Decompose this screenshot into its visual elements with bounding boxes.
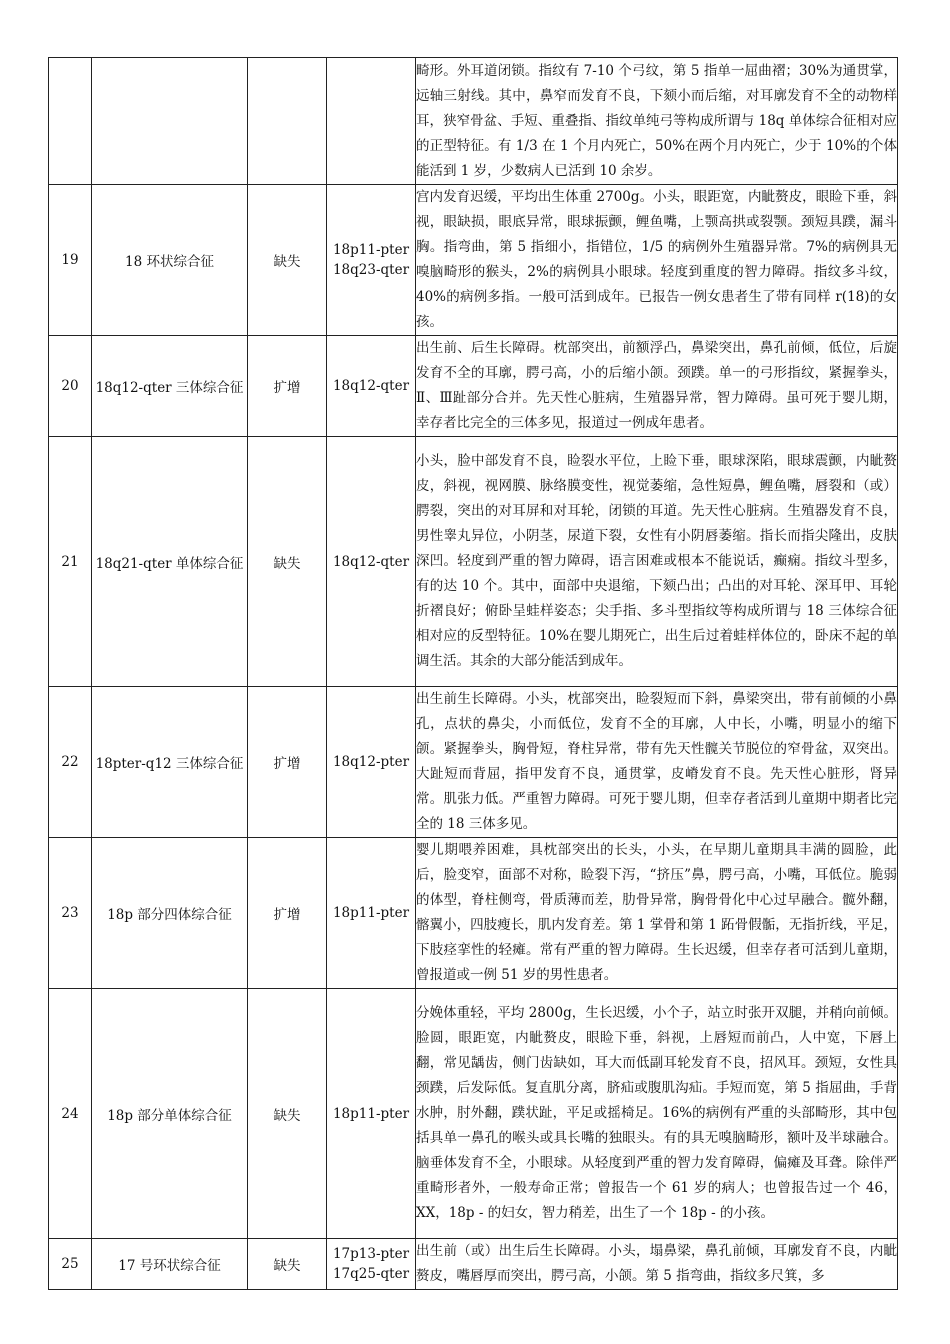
- band-line: 18q12-qter: [332, 378, 410, 394]
- table-row: [49, 1239, 898, 1290]
- table-row: [49, 687, 898, 838]
- clinical-description: 畸形。外耳道闭锁。指纹有 7-10 个弓纹，第 5 指单一屈曲褶；30%为通贯掌，远轴三射线。其中，鼻窄而发育不良，下颏小而后缩，对耳廓发育不全的动物样耳，狭窄骨盆、手短、重叠指、指纹单纯弓等构成所谓与 18q 单体综合征相对应的正型特征。有 1/3 在 1 个月内死亡，50%在两个月内死亡，少于 10%的个体能活到 1 岁，少数病人已活到 10 余岁。: [416, 58, 898, 185]
- row-number: 24: [49, 989, 92, 1239]
- syndrome-name: 18p 部分四体综合征: [92, 838, 248, 989]
- syndrome-name: 18q12-qter 三体综合征: [92, 336, 248, 437]
- clinical-description: 婴儿期喂养困难，具枕部突出的长头，小头，在早期儿童期具丰满的圆脸，此后，脸变窄，面部不对称，睑裂下泻，“挤压”鼻，腭弓高，小嘴，耳低位。脆弱的体型，脊柱侧弯，骨质薄而差，肋骨异常，胸骨骨化中心过早融合。髋外翻，髂翼小，四肢瘦长，肌内发育差。第 1 掌骨和第 1 跖骨假骺，无指折线，平足，下肢痉挛性的轻瘫。常有严重的智力障碍。生长迟缓，但幸存者可活到儿童期，曾报道或一例 51 岁的男性患者。: [416, 838, 898, 989]
- chromosome-band: [327, 185, 416, 336]
- syndrome-name: [92, 58, 248, 185]
- band-line: 18q12-pter: [332, 754, 410, 770]
- chromosome-band: [327, 58, 416, 185]
- chromosome-band: [327, 687, 416, 838]
- aberration-type: 缺失: [248, 1239, 327, 1290]
- row-number: 23: [49, 838, 92, 989]
- chromosome-band: [327, 1239, 416, 1290]
- chromosome-band: [327, 336, 416, 437]
- syndrome-name: 17 号环状综合征: [92, 1239, 248, 1290]
- aberration-type: [248, 58, 327, 185]
- aberration-type: 扩增: [248, 336, 327, 437]
- row-number: 20: [49, 336, 92, 437]
- band-line: 17q25-qter: [332, 1266, 410, 1282]
- table-row: [49, 838, 898, 989]
- chromosome-band: [327, 838, 416, 989]
- row-number: 25: [49, 1239, 92, 1290]
- clinical-description: 小头，脸中部发育不良，睑裂水平位，上睑下垂，眼球深陷，眼球震颤，内眦赘皮，斜视，视网膜、脉络膜变性，视觉萎缩，急性短鼻，鲤鱼嘴，唇裂和（或）腭裂，突出的对耳屏和对耳轮，闭锁的耳道。先天性心脏病。生殖器发育不良，男性睾丸异位，小阴茎，尿道下裂，女性有小阴唇萎缩。指长而指尖隆出，皮肤深凹。轻度到严重的智力障碍，语言困难或根本不能说话，癫痫。指纹斗型多，有的达 10 个。其中，面部中央退缩，下颏凸出；凸出的对耳轮、深耳甲、耳轮折褶良好；俯卧呈蛙样姿态；尖手指、多斗型指纹等构成所谓与 18 三体综合征相对应的反型特征。10%在婴儿期死亡，出生后过着蛙样体位的，卧床不起的单调生活。其余的大部分能活到成年。: [416, 437, 898, 687]
- band-line: 18q23-qter: [332, 262, 410, 278]
- clinical-description: 出生前、后生长障碍。枕部突出，前额浮凸，鼻梁突出，鼻孔前倾，低位，后旋发育不全的耳廓，腭弓高，小的后缩小颌。颈蹼。单一的弓形指纹，紧握拳头，Ⅱ、Ⅲ趾部分合并。先天性心脏病，生殖器异常，智力障碍。虽可死于婴儿期，幸存者比完全的三体多见，报道过一例成年患者。: [416, 336, 898, 437]
- row-number: 22: [49, 687, 92, 838]
- row-number: 21: [49, 437, 92, 687]
- row-number: 19: [49, 185, 92, 336]
- band-line: 18p11-pter: [332, 242, 410, 258]
- table-row: [49, 437, 898, 687]
- aberration-type: 扩增: [248, 838, 327, 989]
- chromosome-syndrome-table: [48, 57, 898, 1290]
- clinical-description: 出生前生长障碍。小头，枕部突出，睑裂短而下斜，鼻梁突出，带有前倾的小鼻孔，点状的鼻尖，小而低位，发育不全的耳廓，人中长，小嘴，明显小的缩下颌。紧握拳头，胸骨短，脊柱异常，带有先天性髋关节脱位的窄骨盆，双突出。大趾短而背屈，指甲发育不良，通贯掌，皮嵴发育不良。先天性心脏形，肾异常。肌张力低。严重智力障碍。可死于婴儿期，但幸存者活到儿童期中期者比完全的 18 三体多见。: [416, 687, 898, 838]
- band-line: 18p11-pter: [332, 905, 410, 921]
- syndrome-name: 18pter-q12 三体综合征: [92, 687, 248, 838]
- syndrome-name: 18q21-qter 单体综合征: [92, 437, 248, 687]
- table-row: [49, 989, 898, 1239]
- band-line: 18q12-qter: [332, 553, 410, 570]
- band-line: 18p11-pter: [332, 1105, 410, 1122]
- chromosome-band: [327, 437, 416, 687]
- aberration-type: 缺失: [248, 437, 327, 687]
- aberration-type: 缺失: [248, 989, 327, 1239]
- table-row: [49, 336, 898, 437]
- syndrome-name: 18 环状综合征: [92, 185, 248, 336]
- row-number: [49, 58, 92, 185]
- aberration-type: 缺失: [248, 185, 327, 336]
- table-row: [49, 58, 898, 185]
- table-row: [49, 185, 898, 336]
- band-line: 17p13-pter: [332, 1246, 410, 1262]
- chromosome-band: [327, 989, 416, 1239]
- syndrome-name: 18p 部分单体综合征: [92, 989, 248, 1239]
- clinical-description: 宫内发育迟缓，平均出生体重 2700g。小头，眼距宽，内眦赘皮，眼睑下垂，斜视，眼缺损，眼底异常，眼球振颤，鲤鱼嘴，上颚高拱或裂颚。颈短具蹼，漏斗胸。指弯曲，第 5 指细小，指错位，1/5 的病例外生殖器异常。7%的病例具无嗅脑畸形的猴头，2%的病例具小眼球。轻度到重度的智力障碍。指纹多斗纹，40%的病例多指。一般可活到成年。已报告一例女患者生了带有同样 r(18)的女孩。: [416, 185, 898, 336]
- clinical-description: 出生前（或）出生后生长障碍。小头，塌鼻梁，鼻孔前倾，耳廓发育不良，内眦赘皮，嘴唇厚而突出，腭弓高，小颌。第 5 指弯曲，指纹多尺箕，多: [416, 1239, 898, 1290]
- clinical-description: 分娩体重轻，平均 2800g，生长迟缓，小个子，站立时张开双腿，并稍向前倾。脸圆，眼距宽，内眦赘皮，眼睑下垂，斜视，上唇短而前凸，人中宽，下唇上翻，常见龋齿，侧门齿缺如，耳大而低副耳轮发育不良，招风耳。颈短，女性具颈蹼，后发际低。复直肌分离，脐疝或腹肌沟疝。手短而宽，第 5 指屈曲，手背水肿，肘外翻，蹼状趾，平足或摇椅足。16%的病例有严重的头部畸形，其中包括具单一鼻孔的喉头或具长嘴的独眼头。有的具无嗅脑畸形，额叶及半球融合。脑垂体发育不全，小眼球。从轻度到严重的智力发育障碍，偏瘫及耳聋。除伴严重畸形者外，一般寿命正常；曾报告一个 61 岁的病人；也曾报告过一个 46，XX，18p - 的妇女，智力稍差，出生了一个 18p - 的小孩。: [416, 989, 898, 1239]
- aberration-type: 扩增: [248, 687, 327, 838]
